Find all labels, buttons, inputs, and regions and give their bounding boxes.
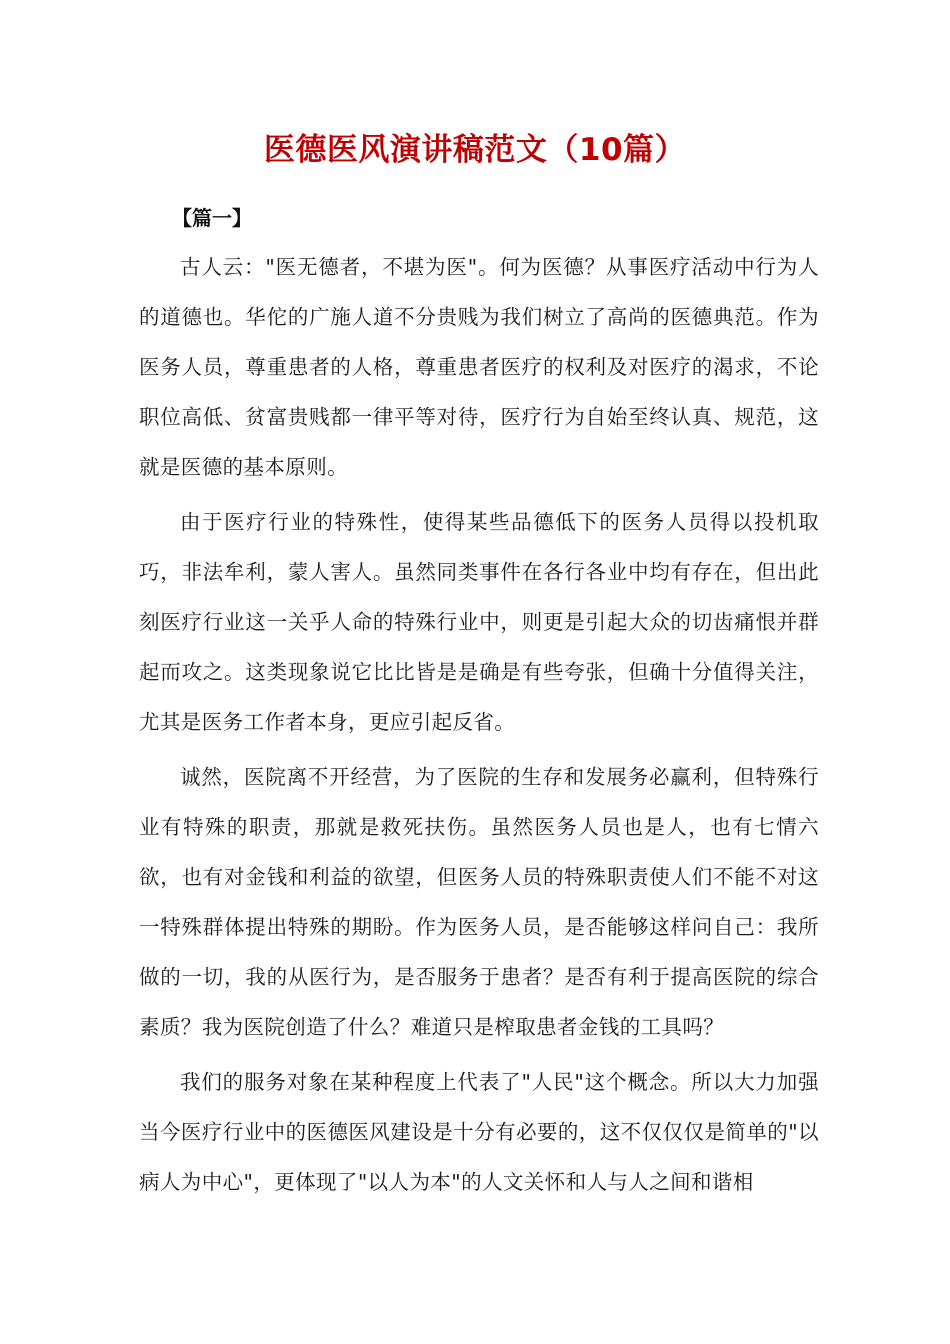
- document-body: [139, 242, 819, 1212]
- document-title: 医德医风演讲稿范文（10篇）: [263, 132, 687, 168]
- paragraph-4: 我们的服务对象在某种程度上代表了"人民"这个概念。所以大力加强当今医疗行业中的医德医风建设是十分有必要的，这不仅仅仅是简单的"以病人为中心"，更体现了"以人为本"的人文关怀和人与人之间和谐相: [139, 1070, 819, 1194]
- paragraph-1: 古人云："医无德者，不堪为医"。何为医德？从事医疗活动中行为人的道德也。华佗的广施人道不分贵贱为我们树立了高尚的医德典范。作为医务人员，尊重患者的人格，尊重患者医疗的权利及对医疗的渴求，不论职位高低、贫富贵贱都一律平等对待，医疗行为自始至终认真、规范，这就是医德的基本原则。: [139, 255, 819, 479]
- paragraph-2: 由于医疗行业的特殊性，使得某些品德低下的医务人员得以投机取巧，非法牟利，蒙人害人。虽然同类事件在各行各业中均有存在，但出此刻医疗行业这一关乎人命的特殊行业中，则更是引起大众的切齿痛恨并群起而攻之。这类现象说它比比皆是是确是有些夸张，但确十分值得关注，尤其是医务工作者本身，更应引起反省。: [139, 510, 819, 734]
- section-heading: 【篇一】: [172, 206, 252, 230]
- paragraph-3: 诚然，医院离不开经营，为了医院的生存和发展务必赢利，但特殊行业有特殊的职责，那就是救死扶伤。虽然医务人员也是人，也有七情六欲，也有对金钱和利益的欲望，但医务人员的特殊职责使人们不能不对这一特殊群体提出特殊的期盼。作为医务人员，是否能够这样问自己：我所做的一切，我的从医行为，是否服务于患者？是否有利于提高医院的综合素质？我为医院创造了什么？难道只是榨取患者金钱的工具吗？: [139, 765, 819, 1039]
